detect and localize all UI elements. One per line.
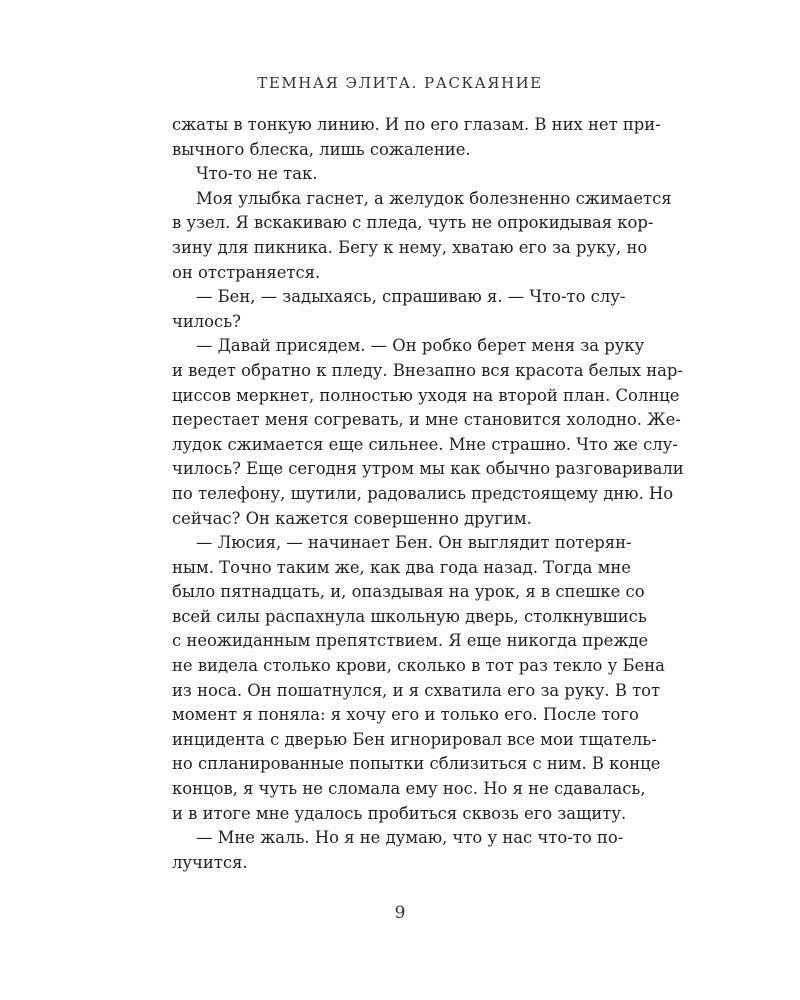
text-line: было пятнадцать, и, опаздывая на урок, я в спешке со [172,582,645,602]
text-line: с неожиданным препятствием. Я еще никогда прежде [172,631,649,651]
text-line: Моя улыбка гаснет, а желудок болезненно сжимается [196,188,672,208]
body-text [172,113,684,875]
text-line: не видела столько крови, сколько в тот раз текло у Бена [172,656,665,676]
text-line: циссов меркнет, полностью уходя на второй план. Солнце [172,385,680,405]
text-line: по телефону, шутили, радовались предстоящему дню. Но [172,483,674,503]
text-line: всей силы распахнула школьную дверь, столкнувшись [172,606,647,626]
text-line: — Бен, — задыхаясь, спрашиваю я. — Что-то слу- [196,287,626,307]
text-line: но спланированные попытки сблизиться с ним. В конце [172,754,661,774]
text-line: инцидента с дверью Бен игнорировал все мои тщатель- [172,729,657,749]
text-line: сжаты в тонкую линию. И по его глазам. В них нет при- [172,115,661,134]
text-line: вычного блеска, лишь сожаление. [172,139,471,159]
text-line: перестает меня согревать, и мне становится холодно. Же- [172,410,681,430]
text-line: в узел. Я вскакиваю с пледа, чуть не опрокидывая кор- [172,213,654,233]
page-number: 9 [394,903,406,923]
text-line: Что-то не так. [196,164,318,184]
text-line: и в итоге мне удалось пробиться сквозь его защиту. [172,803,627,823]
text-line: — Мне жаль. Но я не думаю, что у нас что-то по- [196,828,624,848]
text-line: момент я поняла: я хочу его и только его. После того [172,705,639,725]
running-head: ТЕМНАЯ ЭЛИТА. РАСКАЯНИЕ [257,74,543,92]
text-line: зину для пикника. Бегу к нему, хватаю его за руку, но [172,237,648,257]
text-line: — Давай присядем. — Он робко берет меня за руку [196,336,645,356]
text-line: сейчас? Он кажется совершенно другим. [172,508,532,528]
text-line: чилось? [172,311,241,331]
text-line: лучится. [172,852,248,872]
text-line: лудок сжимается еще сильнее. Мне страшно. Что же слу- [172,434,678,454]
text-line: и ведет обратно к пледу. Внезапно вся красота белых нар- [172,360,683,380]
text-line: — Люсия, — начинает Бен. Он выглядит потерян- [196,533,632,553]
text-line: концов, я чуть не сломала ему нос. Но я не сдавалась, [172,779,646,799]
text-line: он отстраняется. [172,262,321,282]
text-line: из носа. Он пошатнулся, и я схватила его за руку. В тот [172,680,661,700]
text-line: чилось? Еще сегодня утром мы как обычно разговаривали [172,459,684,479]
text-line: ным. Точно таким же, как два года назад. Тогда мне [172,557,632,577]
